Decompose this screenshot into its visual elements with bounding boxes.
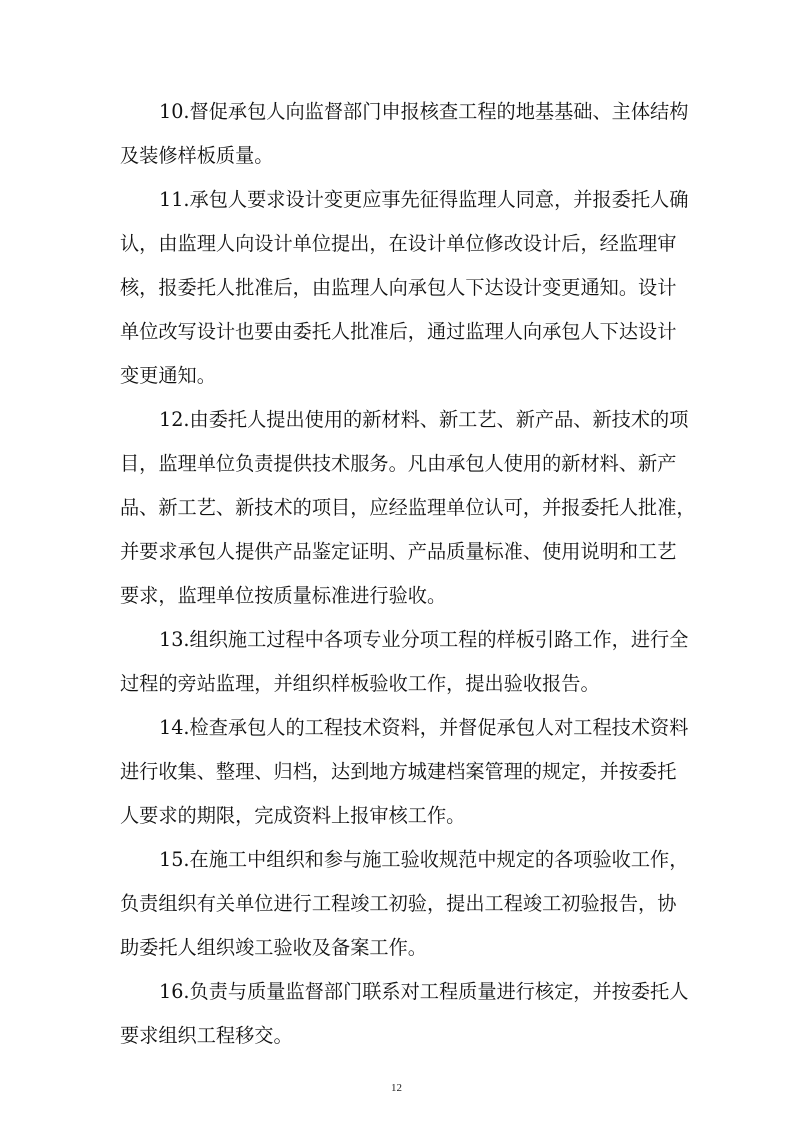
text-line: 及装修样板质量。 xyxy=(120,144,274,167)
text-line: 14.检查承包人的工程技术资料，并督促承包人对工程技术资料 xyxy=(159,716,689,739)
page-number: 12 xyxy=(391,1082,402,1094)
paragraph-item-13 xyxy=(120,618,689,706)
text-line: 助委托人组织竣工验收及备案工作。 xyxy=(120,936,427,959)
text-line: 品、新工艺、新技术的项目，应经监理单位认可，并报委托人批准， xyxy=(120,496,696,519)
text-line: 15.在施工中组织和参与施工验收规范中规定的各项验收工作， xyxy=(159,848,689,871)
text-line: 目，监理单位负责提供技术服务。凡由承包人使用的新材料、新产 xyxy=(120,452,677,475)
text-line: 10.督促承包人向监督部门申报核查工程的地基基础、主体结构 xyxy=(159,100,689,123)
text-line: 进行收集、整理、归档，达到地方城建档案管理的规定，并按委托 xyxy=(120,760,677,783)
paragraph-item-16 xyxy=(120,970,689,1058)
text-line: 要求，监理单位按质量标准进行验收。 xyxy=(120,584,447,607)
text-line: 人要求的期限，完成资料上报审核工作。 xyxy=(120,804,466,827)
paragraph-item-12 xyxy=(120,398,696,618)
text-line: 13.组织施工过程中各项专业分项工程的样板引路工作，进行全 xyxy=(159,628,689,651)
paragraph-item-15 xyxy=(120,838,689,970)
text-line: 11.承包人要求设计变更应事先征得监理人同意，并报委托人确 xyxy=(159,188,689,211)
text-line: 认，由监理人向设计单位提出，在设计单位修改设计后，经监理审 xyxy=(120,232,677,255)
paragraph-item-11 xyxy=(120,178,689,398)
document-body xyxy=(120,90,696,1058)
text-line: 核，报委托人批准后，由监理人向承包人下达设计变更通知。设计 xyxy=(120,276,677,299)
paragraph-item-10 xyxy=(120,90,689,178)
text-line: 变更通知。 xyxy=(120,364,216,387)
text-line: 过程的旁站监理，并组织样板验收工作，提出验收报告。 xyxy=(120,672,600,695)
text-line: 单位改写设计也要由委托人批准后，通过监理人向承包人下达设计 xyxy=(120,320,677,343)
text-line: 负责组织有关单位进行工程竣工初验，提出工程竣工初验报告，协 xyxy=(120,892,677,915)
text-line: 12.由委托人提出使用的新材料、新工艺、新产品、新技术的项 xyxy=(159,408,689,431)
text-line: 16.负责与质量监督部门联系对工程质量进行核定，并按委托人 xyxy=(159,980,689,1003)
text-line: 并要求承包人提供产品鉴定证明、产品质量标准、使用说明和工艺 xyxy=(120,540,677,563)
text-line: 要求组织工程移交。 xyxy=(120,1024,293,1047)
paragraph-item-14 xyxy=(120,706,689,838)
